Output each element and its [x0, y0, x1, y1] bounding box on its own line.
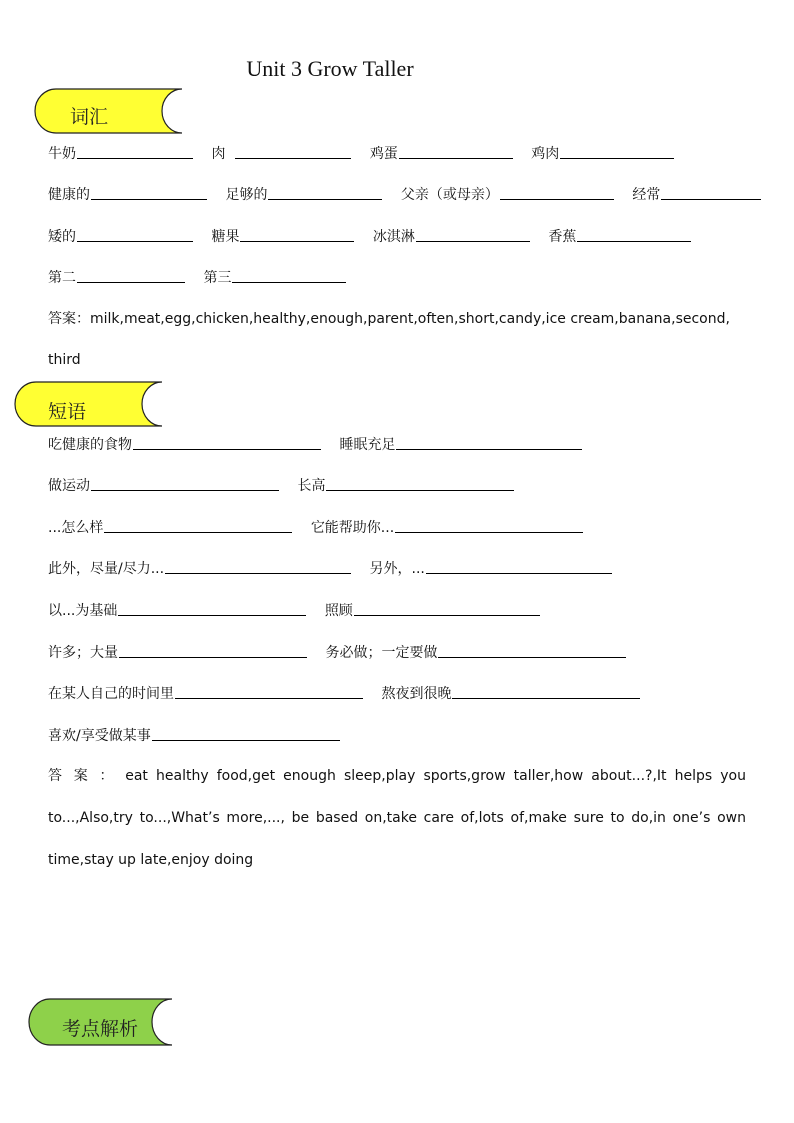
- phrase-prompt: 吃健康的食物: [48, 437, 132, 453]
- answer-blank[interactable]: [235, 143, 351, 159]
- phrase-prompt: ...怎么样: [48, 520, 104, 536]
- phrase-answer-line: time,stay up late,enjoy doing: [48, 852, 254, 868]
- vocab-row: [48, 184, 761, 206]
- phrase-prompt: 长高: [297, 478, 326, 494]
- phrase-answer-line: 答 案 ： eat healthy food,get enough sleep,play sports,grow taller,how about...?,It helps you: [48, 768, 746, 784]
- vocab-prompt: 鸡蛋: [369, 146, 398, 162]
- answer-blank[interactable]: [268, 184, 382, 200]
- answer-blank[interactable]: [91, 475, 279, 491]
- banner-shape: [14, 381, 166, 427]
- phrase-prompt: 做运动: [48, 478, 90, 494]
- phrase-prompt: 睡眠充足: [339, 437, 396, 453]
- vocab-row: [48, 267, 360, 289]
- answer-blank[interactable]: [326, 475, 514, 491]
- vocab-prompt: 矮的: [48, 229, 76, 245]
- phrase-prompt: 熬夜到很晚: [381, 686, 452, 702]
- vocab-prompt: 第二: [48, 270, 76, 286]
- phrase-row: [48, 558, 626, 580]
- answer-blank[interactable]: [560, 143, 674, 159]
- page-title: Unit 3 Grow Taller: [246, 56, 414, 81]
- vocab-row: [48, 226, 705, 248]
- section-label-vocab: 词汇: [70, 106, 109, 128]
- section-banner-phrases: [14, 381, 166, 427]
- phrase-prompt: 照顾: [324, 603, 353, 619]
- banner-shape: [34, 88, 186, 134]
- answer-blank[interactable]: [133, 434, 321, 450]
- answer-blank[interactable]: [438, 642, 626, 658]
- answer-blank[interactable]: [152, 725, 340, 741]
- phrase-prompt: 在某人自己的时间里: [48, 686, 174, 702]
- phrase-row: [48, 475, 528, 497]
- vocab-prompt: 肉: [211, 146, 226, 162]
- answer-blank[interactable]: [395, 517, 583, 533]
- vocab-prompt: 足够的: [225, 187, 268, 203]
- vocab-prompt: 第三: [203, 270, 232, 286]
- phrase-row: [48, 725, 354, 747]
- phrase-prompt: 务必做；一定要做: [325, 645, 438, 661]
- section-banner-vocab: [34, 88, 186, 134]
- answer-blank[interactable]: [500, 184, 614, 200]
- answer-blank[interactable]: [452, 683, 640, 699]
- vocab-row: [48, 143, 688, 165]
- answer-blank[interactable]: [661, 184, 761, 200]
- phrase-row: [48, 642, 640, 664]
- vocab-prompt: 糖果: [211, 229, 240, 245]
- answer-blank[interactable]: [426, 558, 612, 574]
- answer-blank[interactable]: [399, 143, 513, 159]
- vocab-prompt: 鸡肉: [531, 146, 560, 162]
- answer-blank[interactable]: [354, 600, 540, 616]
- phrase-row: [48, 434, 596, 456]
- answer-blank[interactable]: [175, 683, 363, 699]
- vocab-prompt: 经常: [632, 187, 661, 203]
- answer-blank[interactable]: [118, 600, 306, 616]
- phrase-prompt: 此外，尽量/尽力...: [48, 561, 165, 577]
- answer-blank[interactable]: [77, 267, 185, 283]
- phrase-prompt: 另外，...: [369, 561, 425, 577]
- phrase-prompt: 以...为基础: [48, 603, 118, 619]
- section-label-analysis: 考点解析: [62, 1018, 139, 1040]
- phrase-prompt: 它能帮助你...: [310, 520, 395, 536]
- phrase-row: [48, 683, 654, 705]
- answer-blank[interactable]: [165, 558, 351, 574]
- vocab-prompt: 牛奶: [48, 146, 76, 162]
- phrase-answer-line: to...,Also,try to...,What’s more,..., be based on,take care of,lots of,make sure to do,in one’s own: [48, 810, 746, 826]
- answer-blank[interactable]: [91, 184, 207, 200]
- answer-blank[interactable]: [416, 226, 530, 242]
- section-label-phrases: 短语: [48, 401, 87, 423]
- vocab-prompt: 香蕉: [548, 229, 577, 245]
- answer-blank[interactable]: [77, 226, 193, 242]
- answer-blank[interactable]: [119, 642, 307, 658]
- answer-blank[interactable]: [396, 434, 582, 450]
- answer-blank[interactable]: [77, 143, 193, 159]
- vocab-prompt: 父亲（或母亲）: [400, 187, 499, 203]
- phrase-prompt: 许多；大量: [48, 645, 118, 661]
- vocab-prompt: 健康的: [48, 187, 90, 203]
- phrase-row: [48, 517, 597, 539]
- section-banner-analysis: [28, 998, 176, 1046]
- answer-blank[interactable]: [232, 267, 346, 283]
- phrase-row: [48, 600, 554, 622]
- answer-blank[interactable]: [104, 517, 292, 533]
- phrase-prompt: 喜欢/享受做某事: [48, 728, 151, 744]
- vocab-answer-line: 答案：milk,meat,egg,chicken,healthy,enough,parent,often,short,candy,ice cream,banana,second,: [48, 311, 730, 327]
- vocab-prompt: 冰淇淋: [372, 229, 415, 245]
- vocab-answer-line: third: [48, 352, 81, 368]
- answer-blank[interactable]: [577, 226, 691, 242]
- answer-blank[interactable]: [240, 226, 354, 242]
